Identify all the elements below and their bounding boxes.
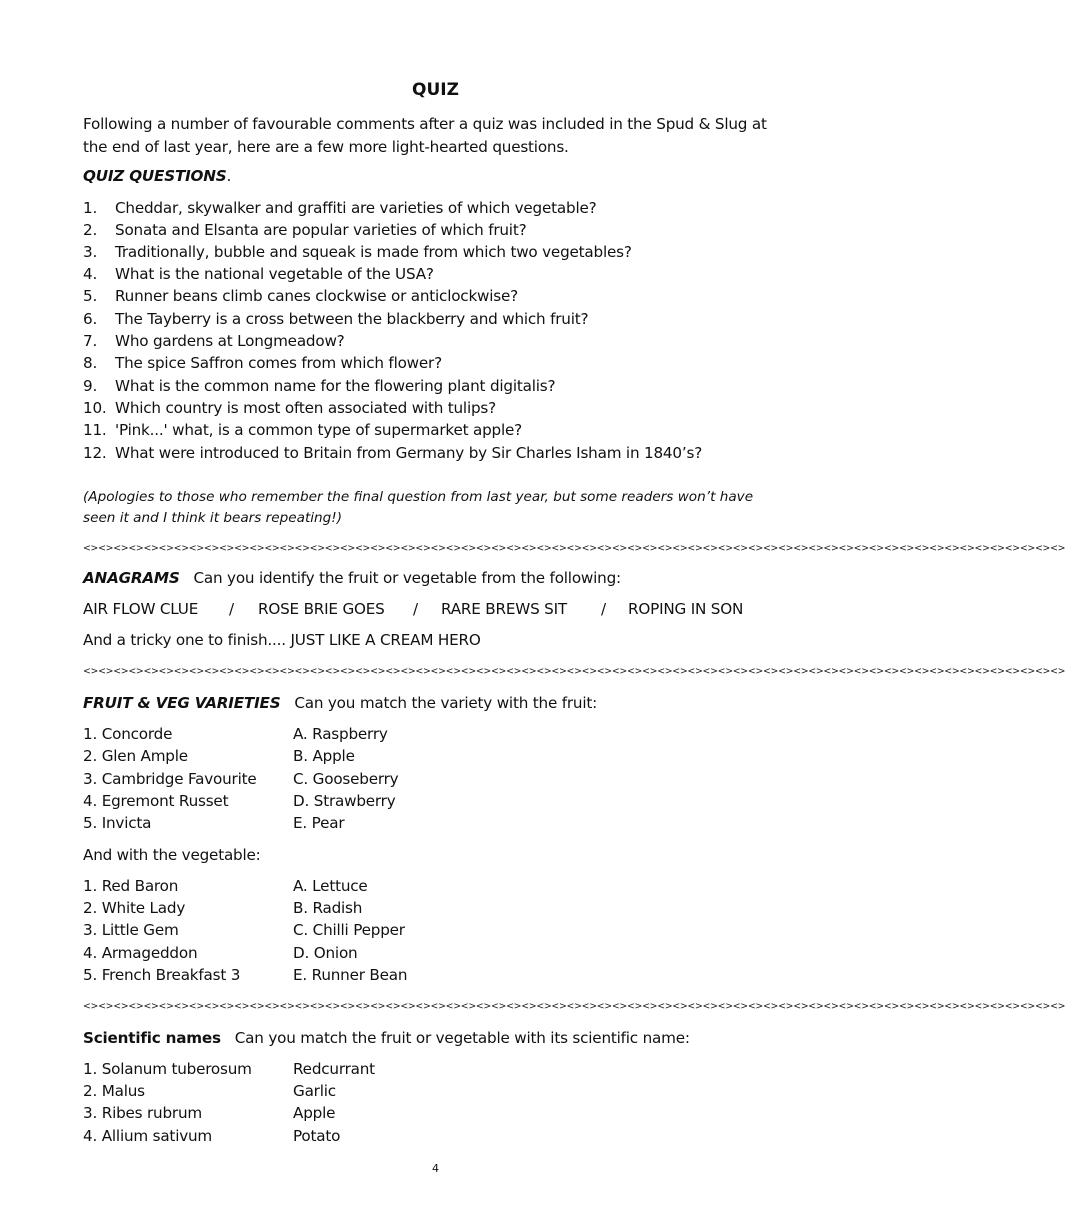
question-text: Runner beans climb canes clockwise or anticlockwise? xyxy=(115,287,519,305)
question-text: What is the national vegetable of the USA? xyxy=(115,265,434,283)
separator-divider: <><><><><><><><><><><><><><><><><><><><><><><><><><><><><><><><><><><><><><><><><><><><><><><><><><><><><><><><><><><><><><><><><> xyxy=(83,666,1065,677)
veg-variety: 5. French Breakfast 3 xyxy=(83,966,241,984)
anagram-final-prompt: And a tricky one to finish.... JUST LIKE A CREAM HERO xyxy=(83,631,481,649)
quiz-heading-suffix: . xyxy=(226,167,232,185)
question-number: 11. xyxy=(83,421,107,439)
separator-divider: <><><><><><><><><><><><><><><><><><><><><><><><><><><><><><><><><><><><><><><><><><><><><><><><><><><><><><><><><><><><><><><><><> xyxy=(83,543,1065,554)
question-text: Traditionally, bubble and squeak is made from which two vegetables? xyxy=(115,243,632,261)
veg-option: C. Chilli Pepper xyxy=(293,921,405,939)
vegetable-prompt: And with the vegetable: xyxy=(83,846,261,864)
anagram-item: AIR FLOW CLUE xyxy=(83,600,199,618)
veg-option: D. Onion xyxy=(293,944,358,962)
veg-option: B. Radish xyxy=(293,899,363,917)
scientific-name: 1. Solanum tuberosum xyxy=(83,1060,252,1078)
scientific-prompt: Can you match the fruit or vegetable with its scientific name: xyxy=(234,1029,690,1047)
veg-variety: 3. Little Gem xyxy=(83,921,179,939)
anagram-divider: / xyxy=(601,600,606,618)
anagrams-prompt: Can you identify the fruit or vegetable from the following: xyxy=(193,569,621,587)
anagram-divider: / xyxy=(229,600,234,618)
scientific-name: 2. Malus xyxy=(83,1082,145,1100)
question-number: 6. xyxy=(83,310,98,328)
varieties-prompt: Can you match the variety with the fruit: xyxy=(294,694,598,712)
question-number: 8. xyxy=(83,354,98,372)
common-name: Redcurrant xyxy=(293,1060,375,1078)
fruit-variety: 1. Concorde xyxy=(83,725,173,743)
fruit-variety: 2. Glen Ample xyxy=(83,747,188,765)
apology-note: (Apologies to those who remember the final question from last year, but some readers won’t have seen it and I think it bears repeating!) xyxy=(83,489,754,526)
fruit-variety: 5. Invicta xyxy=(83,814,152,832)
question-number: 12. xyxy=(83,444,107,462)
question-number: 9. xyxy=(83,377,98,395)
question-number: 1. xyxy=(83,199,98,217)
varieties-heading: FRUIT & VEG VARIETIES xyxy=(83,694,281,712)
varieties-heading-line xyxy=(83,694,597,712)
quiz-questions-heading xyxy=(83,167,231,185)
fruit-option: A. Raspberry xyxy=(293,725,388,743)
veg-option: A. Lettuce xyxy=(293,877,368,895)
question-number: 7. xyxy=(83,332,98,350)
fruit-variety: 3. Cambridge Favourite xyxy=(83,770,257,788)
question-text: Which country is most often associated with tulips? xyxy=(115,399,496,417)
veg-variety: 1. Red Baron xyxy=(83,877,179,895)
anagram-item: ROPING IN SON xyxy=(628,600,744,618)
common-name: Apple xyxy=(293,1104,336,1122)
veg-variety: 4. Armageddon xyxy=(83,944,198,962)
common-name: Potato xyxy=(293,1127,341,1145)
fruit-option: B. Apple xyxy=(293,747,355,765)
question-number: 5. xyxy=(83,287,98,305)
question-text: Who gardens at Longmeadow? xyxy=(115,332,345,350)
anagram-item: ROSE BRIE GOES xyxy=(258,600,385,618)
separator-divider: <><><><><><><><><><><><><><><><><><><><><><><><><><><><><><><><><><><><><><><><><><><><><><><><><><><><><><><><><><><><><><><><><> xyxy=(83,1001,1065,1012)
scientific-heading: Scientific names xyxy=(83,1029,221,1047)
fruit-option: C. Gooseberry xyxy=(293,770,399,788)
question-number: 3. xyxy=(83,243,98,261)
anagrams-heading: ANAGRAMS xyxy=(83,569,180,587)
intro-paragraph: Following a number of favourable comments after a quiz was included in the Spud & Slug at the end of last year, here are a few more light-hearted questions. xyxy=(83,115,767,156)
page-title: QUIZ xyxy=(412,80,459,100)
page-number: 4 xyxy=(432,1162,439,1175)
question-number: 10. xyxy=(83,399,107,417)
question-text: What were introduced to Britain from Germany by Sir Charles Isham in 1840’s? xyxy=(115,444,703,462)
fruit-option: E. Pear xyxy=(293,814,345,832)
quiz-heading-text: QUIZ QUESTIONS xyxy=(83,167,227,185)
veg-option: E. Runner Bean xyxy=(293,966,408,984)
question-text: The Tayberry is a cross between the blackberry and which fruit? xyxy=(115,310,589,328)
question-text: What is the common name for the flowering plant digitalis? xyxy=(115,377,556,395)
fruit-variety: 4. Egremont Russet xyxy=(83,792,229,810)
anagram-item: RARE BREWS SIT xyxy=(441,600,567,618)
scientific-name: 3. Ribes rubrum xyxy=(83,1104,202,1122)
question-text: Cheddar, skywalker and graffiti are varieties of which vegetable? xyxy=(115,199,597,217)
anagrams-heading-line xyxy=(83,569,621,587)
question-number: 4. xyxy=(83,265,98,283)
question-text: The spice Saffron comes from which flower? xyxy=(115,354,442,372)
scientific-name: 4. Allium sativum xyxy=(83,1127,213,1145)
question-text: Sonata and Elsanta are popular varieties of which fruit? xyxy=(115,221,527,239)
veg-variety: 2. White Lady xyxy=(83,899,186,917)
question-number: 2. xyxy=(83,221,98,239)
fruit-option: D. Strawberry xyxy=(293,792,396,810)
scientific-heading-line xyxy=(83,1029,690,1047)
anagram-divider: / xyxy=(413,600,418,618)
common-name: Garlic xyxy=(293,1082,336,1100)
question-text: 'Pink...' what, is a common type of supermarket apple? xyxy=(115,421,523,439)
